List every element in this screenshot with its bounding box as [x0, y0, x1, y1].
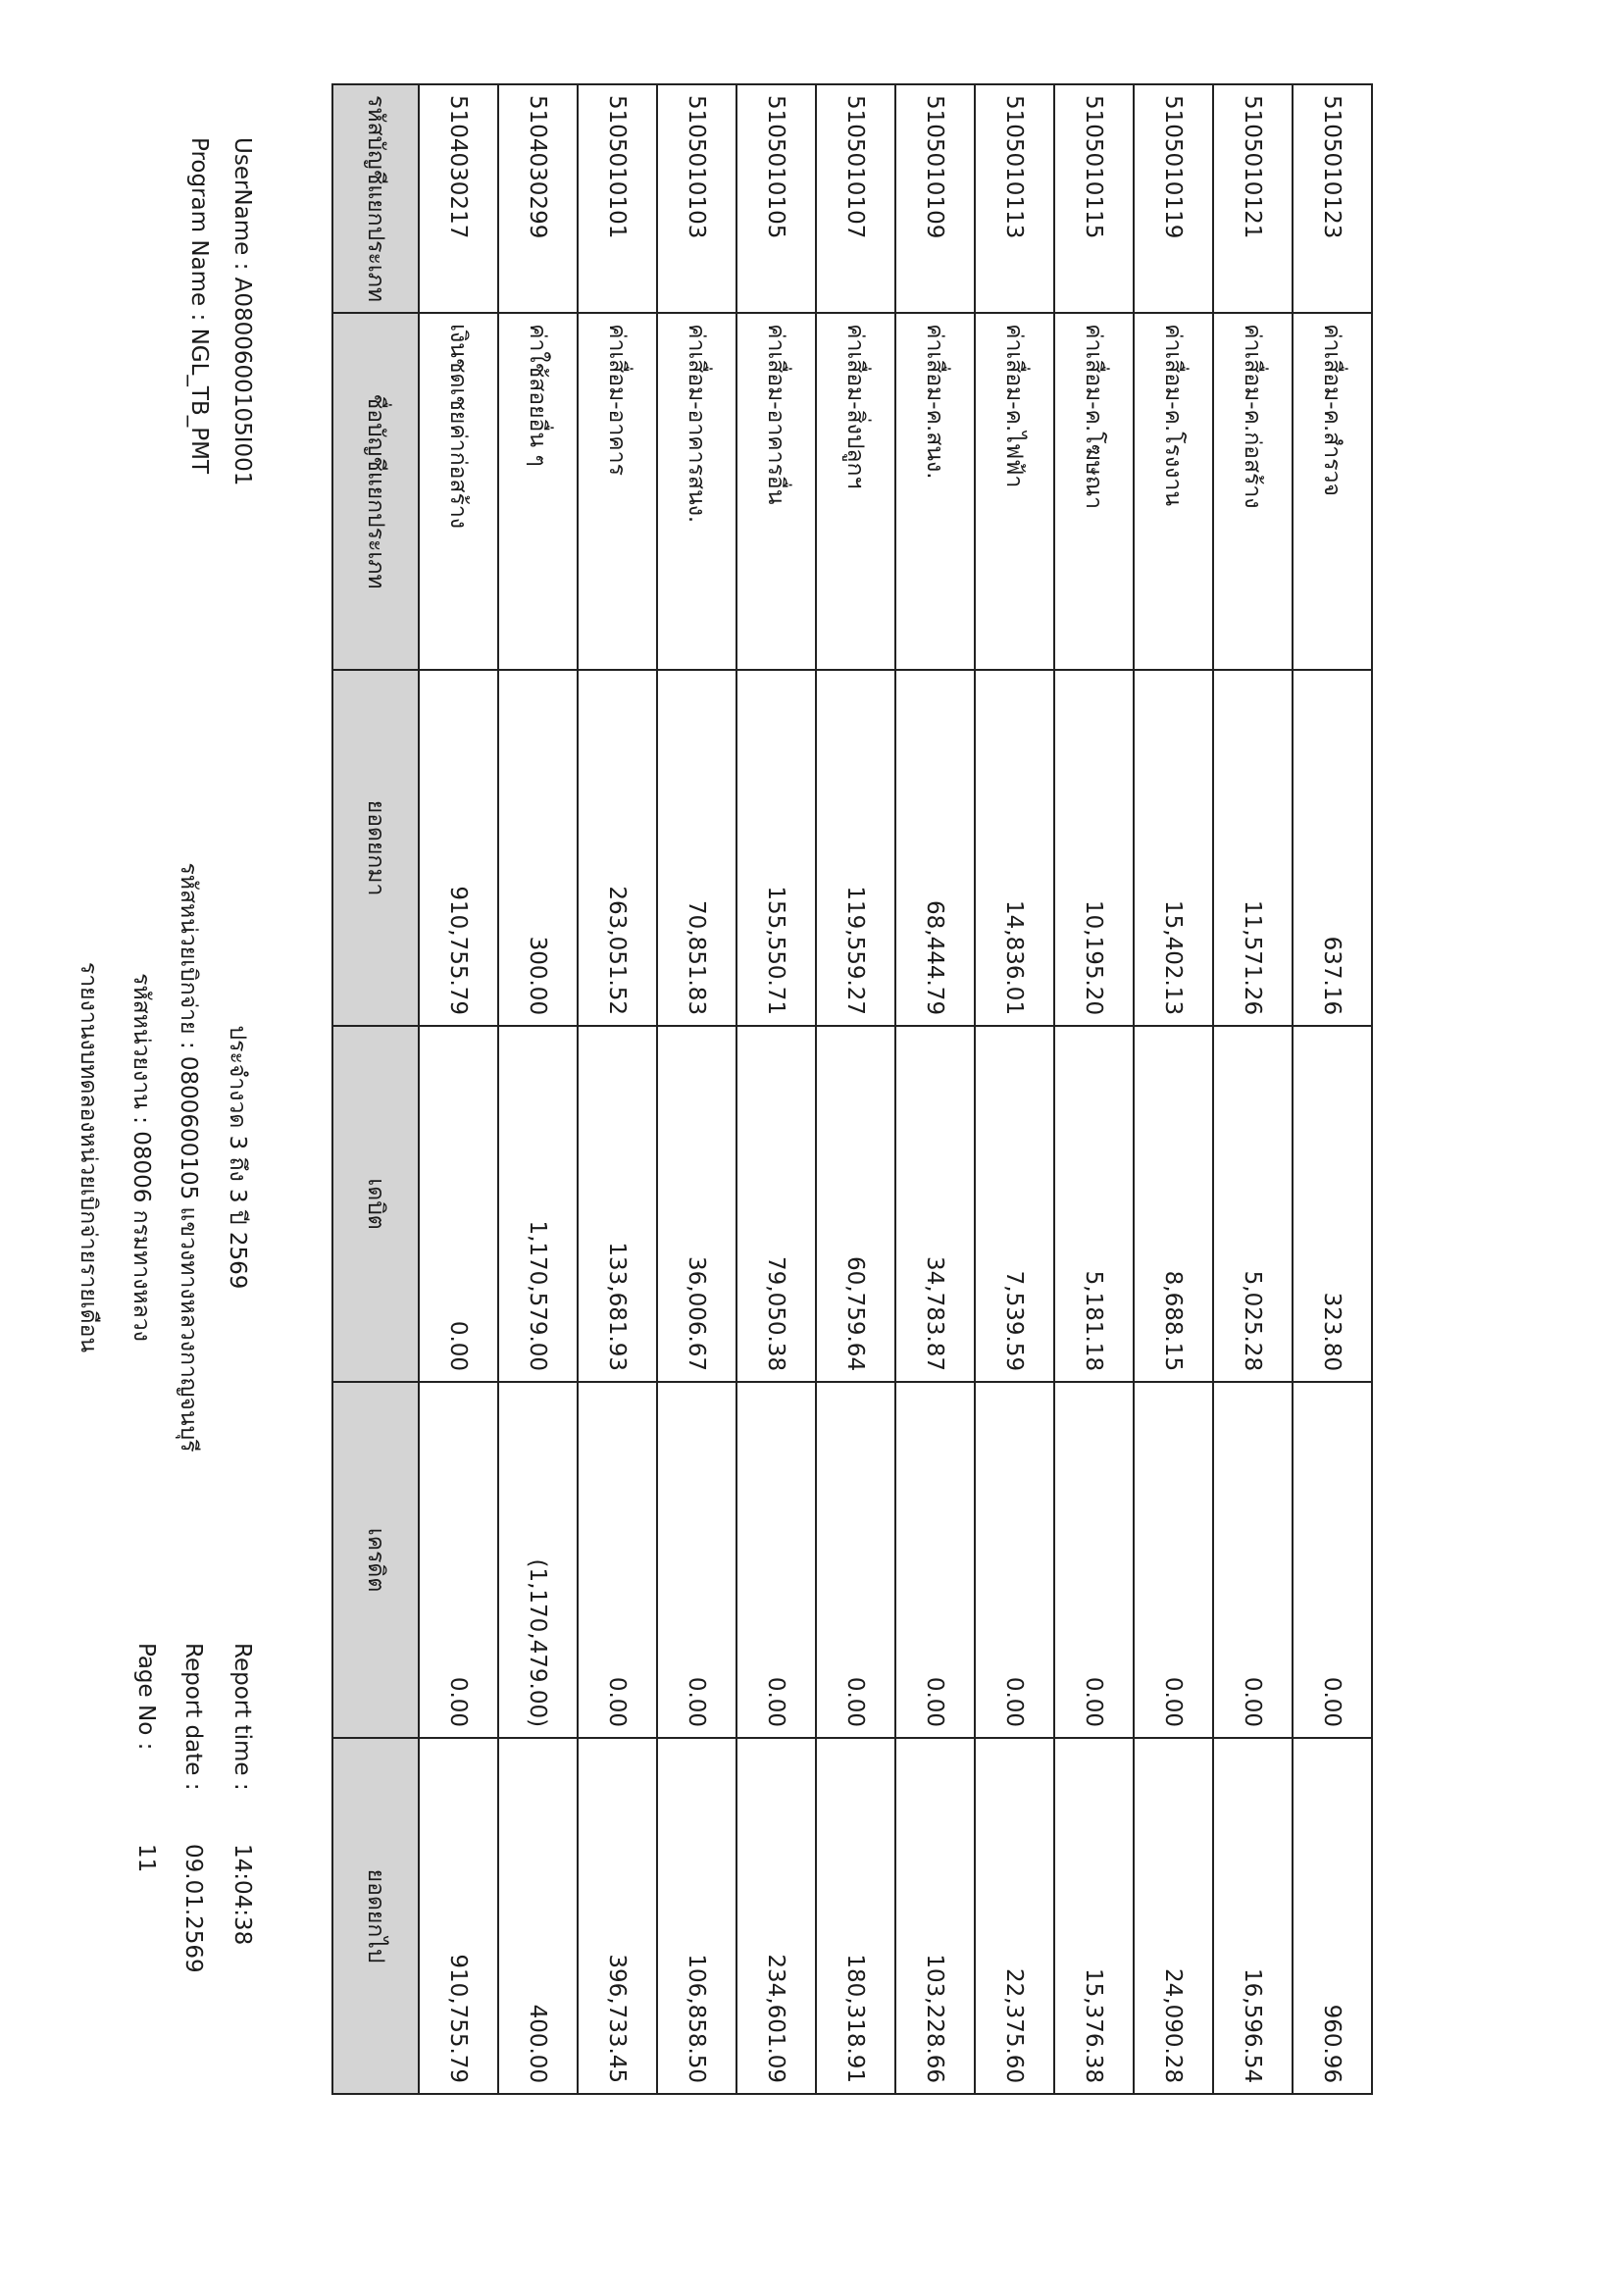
credit-cell: 0.00	[419, 1382, 498, 1738]
closing-balance-cell: 960.96	[1293, 1738, 1372, 2094]
user-name: UserName : A0800600105I001	[229, 137, 255, 486]
closing-balance-cell: 400.00	[498, 1738, 578, 2094]
closing-balance-cell: 910,755.79	[419, 1738, 498, 2094]
closing-balance-cell: 180,318.91	[816, 1738, 895, 2094]
credit-cell: 0.00	[895, 1382, 975, 1738]
account-name-cell: ค่าเสื่อม-อาคาร	[578, 313, 657, 670]
credit-cell: 0.00	[816, 1382, 895, 1738]
opening-balance-cell: 14,836.01	[975, 670, 1054, 1026]
opening-balance-cell: 263,051.52	[578, 670, 657, 1026]
credit-cell: 0.00	[975, 1382, 1054, 1738]
table-row	[1213, 84, 1293, 2094]
table-row	[816, 84, 895, 2094]
report-date: 09.01.2569	[180, 1844, 206, 1973]
table-row	[578, 84, 657, 2094]
opening-balance-cell: 15,402.13	[1134, 670, 1213, 1026]
table-row	[498, 84, 578, 2094]
table-row	[736, 84, 816, 2094]
account-code-cell: 5105010113	[975, 84, 1054, 313]
debit-cell: 79,050.38	[736, 1026, 816, 1382]
account-code-cell: 5105010105	[736, 84, 816, 313]
col-header-account-name: ชื่อบัญชีแยกประเภท	[332, 313, 419, 670]
debit-cell: 133,681.93	[578, 1026, 657, 1382]
col-header-debit: เดบิต	[332, 1026, 419, 1382]
ledger-table	[331, 83, 1373, 2095]
account-code-cell: 5105010123	[1293, 84, 1372, 313]
opening-balance-cell: 11,571.26	[1213, 670, 1293, 1026]
credit-cell: 0.00	[1054, 1382, 1134, 1738]
table-row	[1134, 84, 1213, 2094]
account-name-cell: ค่าเสื่อม-ค.ไฟฟ้า	[975, 313, 1054, 670]
opening-balance-cell: 637.16	[1293, 670, 1372, 1026]
disbursing-unit: รหัสหน่วยเบิกจ่าย : 0800600105 แขวงทางหลวงกาญจนบุรี	[176, 862, 201, 1453]
report-date-label: Report date :	[180, 1643, 206, 1791]
credit-cell: 0.00	[1293, 1382, 1372, 1738]
debit-cell: 34,783.87	[895, 1026, 975, 1382]
account-code-cell: 5105010107	[816, 84, 895, 313]
report-period: ประจำงวด 3 ถึง 3 ปี 2569	[225, 1025, 250, 1290]
account-name-cell: ค่าเสื่อม-สิ่งปลูกฯ	[816, 313, 895, 670]
agency-code: รหัสหน่วยงาน : 08006 กรมทางหลวง	[128, 973, 154, 1342]
closing-balance-cell: 15,376.38	[1054, 1738, 1134, 2094]
opening-balance-cell: 119,559.27	[816, 670, 895, 1026]
account-name-cell: ค่าเสื่อม-อาคารอื่น	[736, 313, 816, 670]
page-no-label: Page No :	[133, 1643, 159, 1751]
debit-cell: 8,688.15	[1134, 1026, 1213, 1382]
table-header-row	[332, 84, 419, 2094]
account-code-cell: 5105010121	[1213, 84, 1293, 313]
col-header-account-code: รหัสบัญชีแยกประเภท	[332, 84, 419, 313]
debit-cell: 0.00	[419, 1026, 498, 1382]
credit-cell: (1,170,479.00)	[498, 1382, 578, 1738]
account-code-cell: 5104030217	[419, 84, 498, 313]
closing-balance-cell: 24,090.28	[1134, 1738, 1213, 2094]
debit-cell: 1,170,579.00	[498, 1026, 578, 1382]
account-name-cell: เงินชดเชยค่าก่อสร้าง	[419, 313, 498, 670]
closing-balance-cell: 22,375.60	[975, 1738, 1054, 2094]
account-code-cell: 5105010119	[1134, 84, 1213, 313]
account-code-cell: 5104030299	[498, 84, 578, 313]
opening-balance-cell: 155,550.71	[736, 670, 816, 1026]
credit-cell: 0.00	[736, 1382, 816, 1738]
debit-cell: 60,759.64	[816, 1026, 895, 1382]
table-row	[1054, 84, 1134, 2094]
closing-balance-cell: 103,228.66	[895, 1738, 975, 2094]
account-code-cell: 5105010103	[657, 84, 736, 313]
account-name-cell: ค่าเสื่อม-ค.สนง.	[895, 313, 975, 670]
account-name-cell: ค่าเสื่อม-อาคารสนง.	[657, 313, 736, 670]
closing-balance-cell: 396,733.45	[578, 1738, 657, 2094]
report-time-label: Report time :	[229, 1643, 255, 1791]
closing-balance-cell: 106,858.50	[657, 1738, 736, 2094]
table-row	[975, 84, 1054, 2094]
account-code-cell: 5105010109	[895, 84, 975, 313]
account-name-cell: ค่าเสื่อม-ค.โรงงาน	[1134, 313, 1213, 670]
credit-cell: 0.00	[657, 1382, 736, 1738]
credit-cell: 0.00	[1134, 1382, 1213, 1738]
debit-cell: 5,025.28	[1213, 1026, 1293, 1382]
opening-balance-cell: 300.00	[498, 670, 578, 1026]
page-no: 11	[133, 1844, 159, 1873]
closing-balance-cell: 16,596.54	[1213, 1738, 1293, 2094]
account-name-cell: ค่าเสื่อม-ค.โฆษณา	[1054, 313, 1134, 670]
debit-cell: 5,181.18	[1054, 1026, 1134, 1382]
credit-cell: 0.00	[578, 1382, 657, 1738]
debit-cell: 36,006.67	[657, 1026, 736, 1382]
account-name-cell: ค่าเสื่อม-ค.สำรวจ	[1293, 313, 1372, 670]
account-name-cell: ค่าเสื่อม-ค.ก่อสร้าง	[1213, 313, 1293, 670]
debit-cell: 323.80	[1293, 1026, 1372, 1382]
table-row	[657, 84, 736, 2094]
debit-cell: 7,539.59	[975, 1026, 1054, 1382]
credit-cell: 0.00	[1213, 1382, 1293, 1738]
opening-balance-cell: 70,851.83	[657, 670, 736, 1026]
opening-balance-cell: 910,755.79	[419, 670, 498, 1026]
closing-balance-cell: 234,601.09	[736, 1738, 816, 2094]
table-row	[1293, 84, 1372, 2094]
account-code-cell: 5105010115	[1054, 84, 1134, 313]
report-time: 14:04:38	[229, 1844, 255, 1946]
table-row	[419, 84, 498, 2094]
program-name: Program Name : NGL_TB_PMT	[186, 137, 212, 475]
table-row	[895, 84, 975, 2094]
opening-balance-cell: 68,444.79	[895, 670, 975, 1026]
col-header-credit: เครดิต	[332, 1382, 419, 1738]
opening-balance-cell: 10,195.20	[1054, 670, 1134, 1026]
report-title: รายงานงบทดลองหน่วยเบิกจ่ายรายเดือน	[76, 961, 101, 1353]
col-header-closing: ยอดยกไป	[332, 1738, 419, 2094]
col-header-opening: ยอดยกมา	[332, 670, 419, 1026]
account-name-cell: ค่าใช้สอยอื่น ๆ	[498, 313, 578, 670]
account-code-cell: 5105010101	[578, 84, 657, 313]
